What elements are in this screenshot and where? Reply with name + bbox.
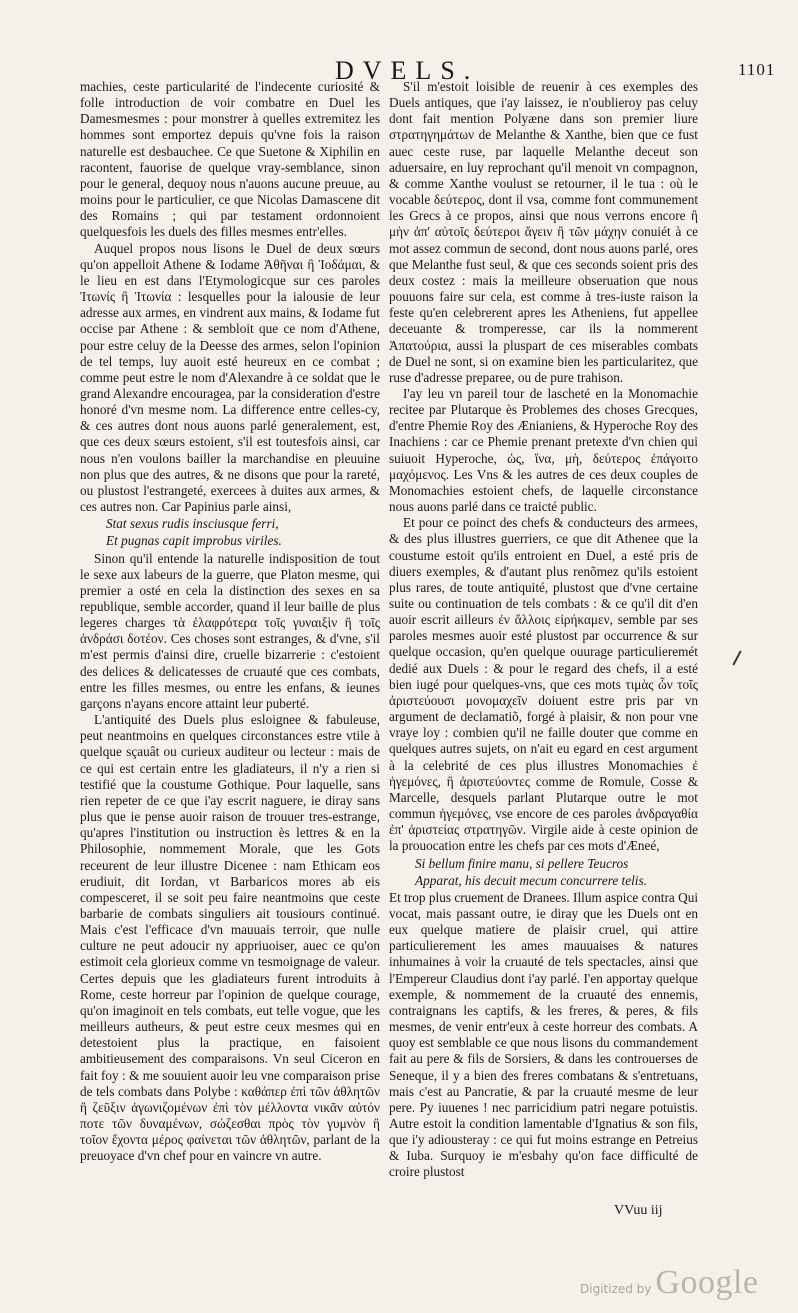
watermark-prefix: Digitized by [580,1282,652,1296]
digitized-watermark [580,1264,759,1302]
paragraph: L'antiquité des Duels plus esloignee & fabuleuse, peut neantmoins en quelques circonstances estre vtile à quelque sçauât ou curieux auditeur ou lecteur : mais de ce qui est certain entre les gladiateurs, il n'y a rien si testifié que la coustume Gothique. Pour laquelle, sans rien repeter de ce que i'ay escrit naguere, ie diray sans plus que ie pense auoir raison de trouuer tres-estrange, qu'apres l'institution ou instruction ès lettres & en la Philosophie, nommement Morale, que les Gots receurent de leur illustre Dicenee : nam Ethicam eos erudiuit, dit Iordan, vt Barbaricos mores ab eis compesceret, il se soit peu faire neantmoins que ceste barbarie de combats singuliers ait tousiours continué. Mais c'est l'efficace d'vn mauuais terroir, que nulle culture ne peut adoucir ny appriuoiser, auec ce qu'on estimoit cela glorieux comme vn tesmoignage de valeur. Certes depuis que les gladiateurs furent introduits à Rome, ceste horreur par l'opinion de quelque courage, qu'on imaginoit en tels combats, eut telle vogue, que les meilleurs autheurs, & peut estre ceux mesmes qui en detestoient plus la practique, en faisoient ambitieusement des comparaisons. Vn seul Ciceron en fait foy : & me souuient auoir leu vne comparaison prise de tels combats dans Polybe : καθάπερ ἐπὶ τῶν ἀθλητῶν ἢ ζεῦξιν ἀγωνιζομένων ἐπὶ τὸν μέλλοντα νικᾶν αὐτόν ποτε τῶν δυναμένων, σώζεσθαι πρὸς τὸν γυμνὸν ἢ τοῖον ἔχοντα μέρος φαίνεται τῶν ἀθλητῶν, parlant de la preuoyace d'vn chef pour en vaincre vn autre. [80,712,380,1164]
google-logo: Google [655,1264,759,1301]
verse-line: Stat sexus rudis insciusque ferri, [106,516,279,532]
paragraph: I'ay leu vn pareil tour de lascheté en la Monomachie recitee par Plutarque ès Problemes des choses Grecques, d'entre Phemie Roy des Ænianiens, & Hyperoche Roy des Inachiens : car ce Phemie prenant pretexte d'vn chien qui suiuoit Hyperoche, ὡς, ἵνα, μὴ, δεύτερος ἐπάγοιτο μαχόμενος. Les Vns & les autres de ces deux couples de Monomachies estoient chefs, de laquelle circonstance nous auons parlé dans ce traicté public. [389,385,698,515]
verse-line: Apparat, his decuit mecum concurrere telis. [415,872,647,888]
catchword: VVuu iij [614,1203,663,1218]
paragraph: Et trop plus cruement de Dranees. Illum aspice contra Qui vocat, mais passant outre, ie diray que les Duels ont en eux quelque matiere de plaisir cruel, qui attire particulierement les ames mauuaises & natures inhumaines à voir la cruauté de tels spectacles, ainsi que l'Empereur Claudius dont i'ay parlé. I'en apportay quelque exemple, & nommement de la cruauté des ennemis, contraignans les captifs, & les freres, & peres, & fils mesmes, de venir entr'eux à ceste horreur des combats. A quoy est semblable ce que nous lisons du commandement fait au pere & fils de Sorsiers, & dans les controuerses de Seneque, il y a bien des freres combatans & s'entretuans, mais c'est au Pancratie, & par la cruauté mesme de leur pere. Py iuuenes ! nec parricidium patri negare potuistis. Autre estoit la condition lamentable d'Ignatius & son fils, que i'y adiousteray : ce qui fut moins estrange en Petreius & Iuba. Surquoy ie m'esbahy qu'on face difficulté de croire plustost [389,889,698,1180]
right-column [389,79,698,1181]
paragraph: S'il m'estoit loisible de reuenir à ces exemples des Duels antiques, que i'ay laissez, ie n'oublieroy pas celuy dont fait mention Polyæne dans son premier liure στρατηγημάτων de Melanthe & Xanthe, bien que ce fust auec ceste ruse, par laquelle Melanthe deceut son aduersaire, en luy reprochant qu'il menoit vn compagnon, & comme Xanthe voulust se retourner, il le tua : où le vocable δεύτερος, dont il vsa, comme font communement les Grecs à ce propos, ainsi que nous verrons encore ἢ μὴν ἀπ' αὐτοῖς δεύτεροι ἄγειν ἢ τῶν μάχην conuiét à ce mot assez commun de second, dont nous auons parlé, ores que Melanthe fust seul, & que ces seconds soient pris des deux costez : mais la meilleure obseruation que nous pouuons faire sur cela, est comme à tres-iuste raison la feste qu'en celebrerent apres les Atheniens, fut appellee deceuante & tromperesse, car ils la nommerent Ἀπατούρια, aussi la pluspart de ces miserables combats de Duel ne sont, si on examine bien les particularitez, que ruse d'adresse preparee, ou de pure trahison. [389,79,698,385]
paragraph: Et pour ce poinct des chefs & conducteurs des armees, & des plus illustres guerriers, ce que dit Athenee que la coustume estoit qu'ils entroient en Duel, a esté pris de diuers exemples, & d'autant plus renõmez qu'ils estoient plus rares, de toute antiquité, plustost que d'vne certaine suite ou continuation de tels combats : & ce qu'il dit d'en auoir escrit ailleurs ἐν ἄλλοις εἰρήκαμεν, semble par ses paroles mesmes auoir esté plustost par occurrence & sur quelque occasion, qu'en quelque ouurage particulieremét dedié aux Duels : & pour le regard des chefs, il a esté bien iugé pour quelques-vns, que ces mots τιμὰς ὧν τοῖς ἀριστεύουσι μονομαχεῖν doiuent estre pris par vn argument de declamatiõ, forgé à plaisir, & non pour vne vraye loy : combien qu'il ne faille douter que comme en quelques autres sujets, on n'ait eu egard en cest argument à la celebrité de ces plus illustres Monomachies ἐ ἡγεμόνες, ἢ ἀριστεύοντες comme de Romule, Cosse & Marcelle, desquels parlant Plutarque outre le mot commun ἡγεμόνες, vse encore de ces paroles ἀνδραγαθία ἐπ' ἀριστείας στρατηγῶν. Virgile aide à ceste opinion de la prouocation entre les chefs par ces mots d'Æneé, [389,515,698,854]
verse-line: Si bellum finire manu, si pellere Teucros [415,855,629,871]
page-number: 1101 [738,60,776,79]
verse-line: Et pugnas capit improbus viriles. [106,533,282,549]
margin-pen-mark [732,650,741,665]
left-column [80,79,380,1164]
running-head: DVELS. [335,56,480,85]
paragraph: Auquel propos nous lisons le Duel de deux sœurs qu'on appelloit Athene & Iodame Ἀθῆναι ἢ Ἰοδάμαι, & le lieu en est dans l'Etymologicque sur ces paroles Ἰτωνίς ἢ Ἰτωνία : lesquelles pour la ialousie de leur adresse aux armes, en vindrent aux mains, & Iodame fut occise par Athene : & sembloit que ce nom d'Athene, pour estre celuy de la Deesse des armes, selon l'opinion de tel temps, luy auoit esté heureux en ce combat ; comme peut estre le nom d'Alexandre à ce soldat que le grand Alexandre encouragea, par la consideration d'estre honoré d'vn mesme nom. La difference entre celles-cy, & ces autres dont nous auons parlé generalement, est, que ces deux sœurs estoient, s'il est toutesfois ainsi, car nous n'en voulons bailler la marchandise en pleuuine non plus que des autres, & ne disons que pour la rareté, ou plustost l'estrangeté, exercees à duites aux armes, & ces autres non. Car Papinius parle ainsi, [80,240,381,515]
paragraph: Sinon qu'il entende la naturelle indisposition de tout le sexe aux labeurs de la guerre, que Platon mesme, qui premier a osté en cela la distinction des sexes en sa republique, semble accorder, quand il leur baille de plus legeres charges τὰ ἐλαφρότερα τοῖς γυναιξὶν ἢ τοῖς ἀνδράσι δοτέον. Ces choses sont estranges, & d'vne, s'il m'est permis d'ainsi dire, cruelle bizarrerie : c'estoient des delices & delicatesses de cruauté que ces combats, entre les filles mesmes, ou entre les enfans, & ieunes garçons n'ayans encore attaint leur puberté. [80,550,380,711]
paragraph: machies, ceste particularité de l'indecente curiosité & folle introduction de voir combatre en Duel les Damesmesmes : pour monstrer à quelles extremitez les hommes sont emportez depuis qu'vne fois la raison naturelle est desbauchee. Ce que Suetone & Xiphilin en racontent, fauorise de quelque vray-semblance, sinon pour le general, dequoy nous n'auons aucune preuue, au moins pour le particulier, ce que Nicolas Damascene dit des Romains ; qui par testament ordonnoient quelquesfois les duels des filles mesmes entr'elles. [80,79,380,240]
